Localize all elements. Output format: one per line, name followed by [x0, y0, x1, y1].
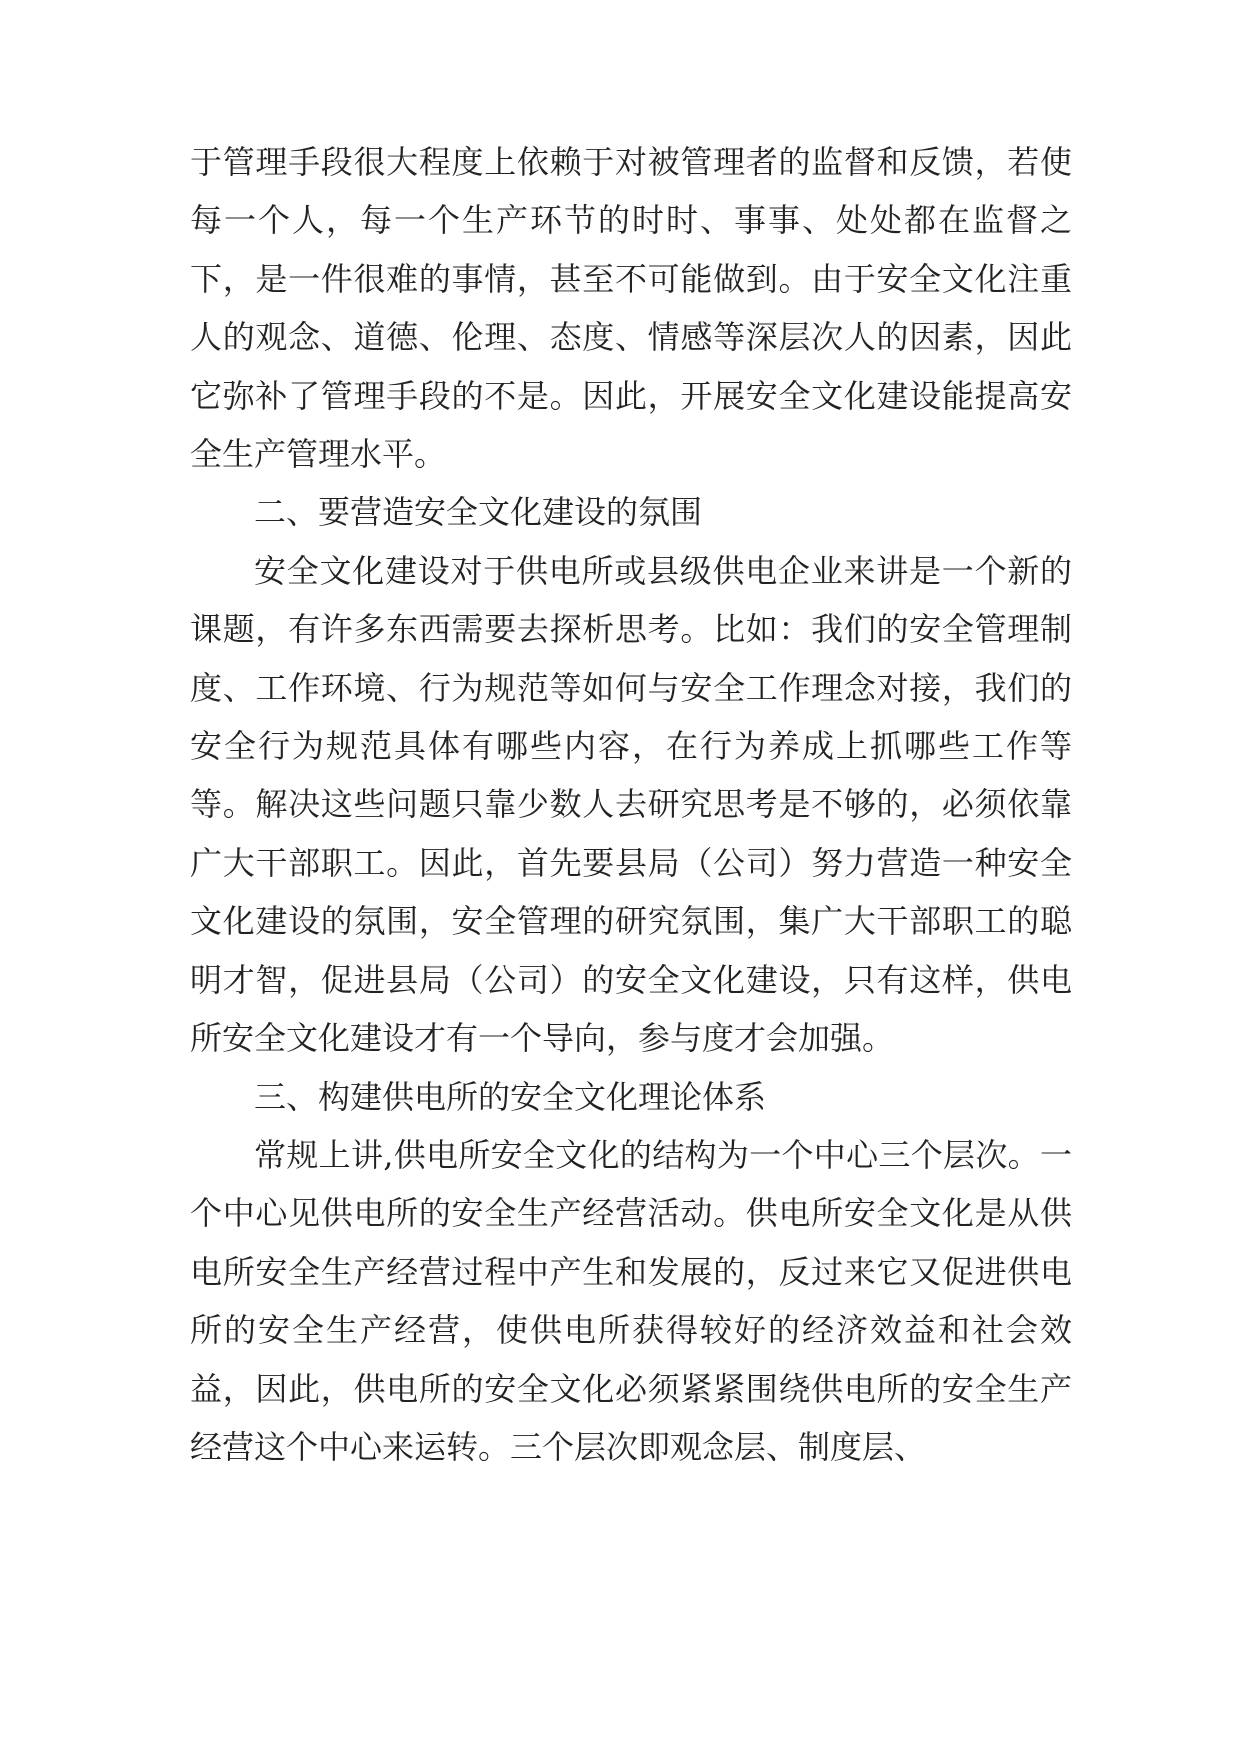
document-body — [190, 133, 1072, 1476]
section-heading-2: 二、要营造安全文化建设的氛围 — [254, 493, 703, 532]
section-heading-3: 三、构建供电所的安全文化理论体系 — [254, 1077, 767, 1116]
paragraph-atmosphere: 安全文化建设对于供电所或县级供电企业来讲是一个新的课题，有许多东西需要去探析思考。比如：我们的安全管理制度、工作环境、行为规范等如何与安全工作理念对接，我们的安全行为规范具体有哪些内容，在行为养成上抓哪些工作等等。解决这些问题只靠少数人去研究思考是不够的，必须依靠广大干部职工。因此，首先要县局（公司）努力营造一种安全文化建设的氛围，安全管理的研究氛围，集广大干部职工的聪明才智，促进县局（公司）的安全文化建设，只有这样，供电所安全文化建设才有一个导向，参与度才会加强。 — [190, 551, 1072, 1058]
paragraph-theory-system: 常规上讲,供电所安全文化的结构为一个中心三个层次。一个中心见供电所的安全生产经营活动。供电所安全文化是从供电所安全生产经营过程中产生和发展的，反过来它又促进供电所的安全生产经营，使供电所获得较好的经济效益和社会效益，因此，供电所的安全文化必须紧紧围绕供电所的安全生产经营这个中心来运转。三个层次即观念层、制度层、 — [190, 1135, 1072, 1466]
paragraph-continuation: 于管理手段很大程度上依赖于对被管理者的监督和反馈，若使每一个人，每一个生产环节的时时、事事、处处都在监督之下，是一件很难的事情，甚至不可能做到。由于安全文化注重人的观念、道德、伦理、态度、情感等深层次人的因素，因此它弥补了管理手段的不是。因此，开展安全文化建设能提高安全生产管理水平。 — [190, 143, 1072, 474]
